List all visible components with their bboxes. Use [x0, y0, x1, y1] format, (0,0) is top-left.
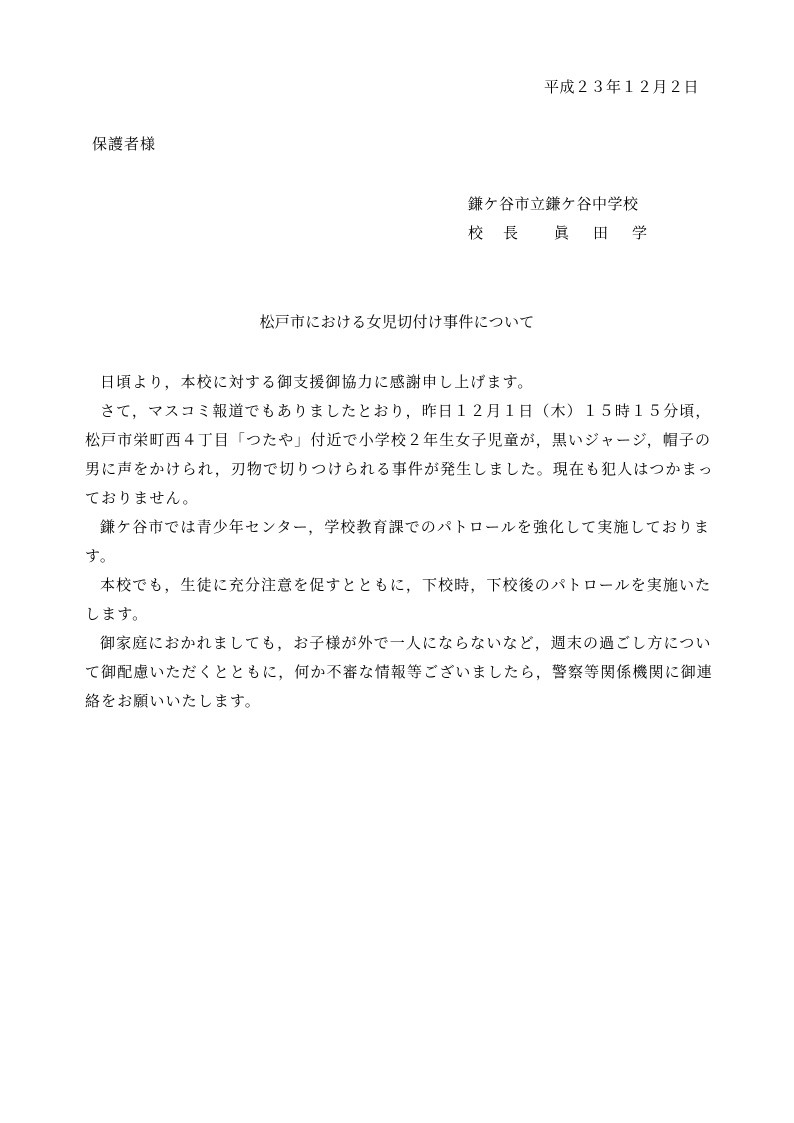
document-date: 平成２３年１２月２日	[543, 78, 699, 96]
sender-principal	[468, 219, 671, 248]
sender-school: 鎌ケ谷市立鎌ケ谷中学校	[468, 195, 639, 213]
sender-block	[468, 190, 671, 248]
document-body	[85, 368, 717, 716]
principal-name: 眞田学	[554, 224, 672, 242]
body-paragraph: 鎌ケ谷市では青少年センター，学校教育課でのパトロールを強化して実施しております。	[85, 518, 711, 565]
body-paragraph: 本校でも，生徒に充分注意を促すとともに，下校時，下校後のパトロールを実施いたします。	[85, 576, 712, 623]
principal-title: 校長	[468, 224, 539, 242]
document-subject: 松戸市における女児切付け事件について	[259, 313, 535, 331]
body-paragraph: さて，マスコミ報道でもありましたとおり，昨日１２月１日（木）１５時１５分頃，松戸市栄町西４丁目「つたや」付近で小学校２年生女子児童が，黒いジャージ，帽子の男に声をかけられ，刃物で切りつけられる事件が発生しました。現在も犯人はつかまっておりません。	[85, 402, 714, 507]
body-paragraph: 御家庭におかれましても，お子様が外で一人にならないなど，週末の過ごし方について御配慮いただくとともに，何か不審な情報等ございましたら，警察等関係機関に御連絡をお願いいたします。	[85, 634, 713, 710]
recipient: 保護者様	[92, 135, 157, 153]
body-paragraph: 日頃より，本校に対する御支援御協力に感謝申し上げます。	[100, 373, 534, 391]
